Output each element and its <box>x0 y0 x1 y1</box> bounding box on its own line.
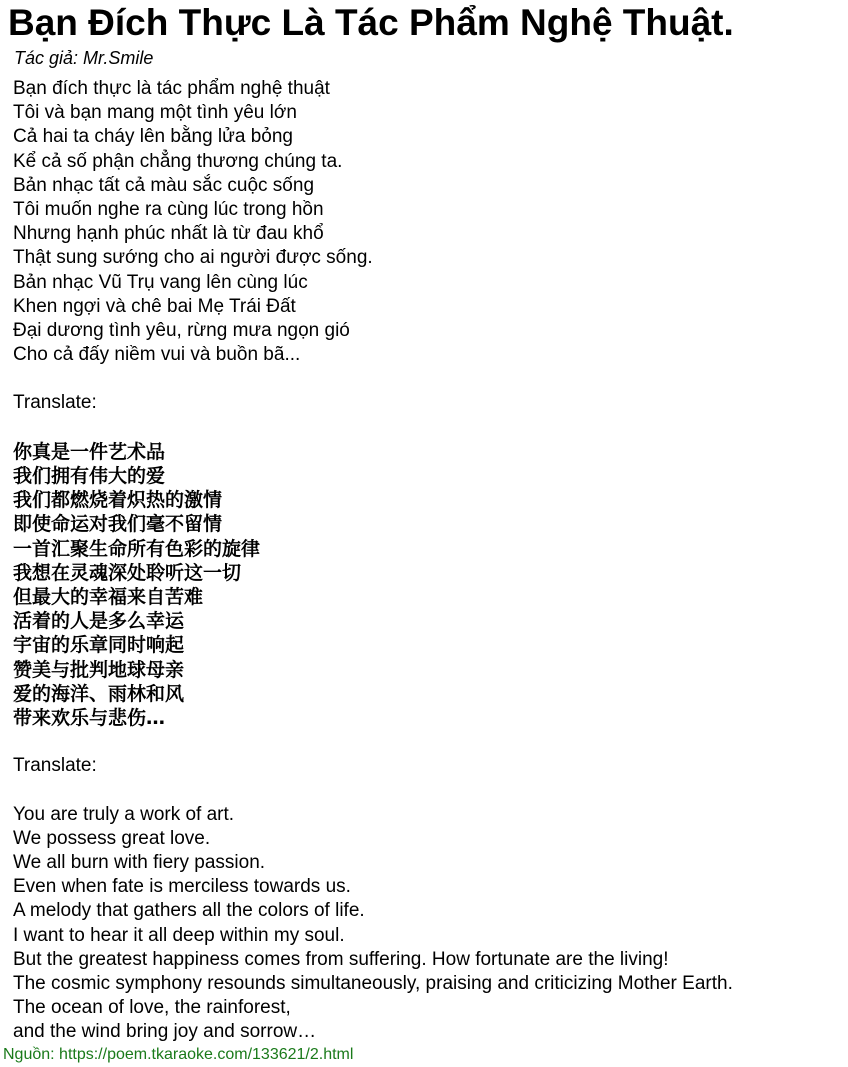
poem-line: Even when fate is merciless towards us. <box>13 876 351 898</box>
poem-line: and the wind bring joy and sorrow… <box>13 1021 317 1043</box>
poem-line: 赞美与批判地球母亲 <box>13 658 185 681</box>
poem-line: 带来欢乐与悲伤… <box>13 706 166 729</box>
poem-line: I want to hear it all deep within my soul. <box>13 924 345 946</box>
poem-line: 我想在灵魂深处聆听这一切 <box>13 561 242 584</box>
poem-title: Bạn Đích Thực Là Tác Phẩm Nghệ Thuật. <box>8 2 734 43</box>
vietnamese-stanza <box>13 77 843 367</box>
poem-line: You are truly a work of art. <box>13 803 235 825</box>
poem-line: Khen ngợi và chê bai Mẹ Trái Đất <box>13 295 296 317</box>
poem-line: Đại dương tình yêu, rừng mưa ngọn gió <box>13 319 350 341</box>
poem-line: The cosmic symphony resounds simultaneously, praising and criticizing Mother Earth. <box>13 972 733 994</box>
poem-line: 但最大的幸福来自苦难 <box>13 585 204 608</box>
poem-line: 宇宙的乐章同时响起 <box>13 634 185 657</box>
poem-line: 即使命运对我们毫不留情 <box>13 513 223 536</box>
stanza-break <box>13 367 843 391</box>
stanza-break <box>13 778 843 802</box>
author-credit: Tác giả: Mr.Smile <box>14 48 154 68</box>
poem-line: Thật sung sướng cho ai người được sống. <box>13 247 373 269</box>
poem-line: Cả hai ta cháy lên bằng lửa bỏng <box>13 126 293 148</box>
poem-line: Kể cả số phận chẳng thương chúng ta. <box>13 150 343 172</box>
poem-line: 你真是一件艺术品 <box>13 440 166 463</box>
poem-line: 爱的海洋、雨林和风 <box>13 682 185 705</box>
poem-body <box>13 77 843 1045</box>
stanza-break <box>13 416 843 440</box>
poem-line: 活着的人是多么幸运 <box>13 610 185 633</box>
translate-label: Translate: <box>13 392 97 414</box>
poem-line: Tôi muốn nghe ra cùng lúc trong hồn <box>13 198 324 220</box>
poem-line: Bạn đích thực là tác phẩm nghệ thuật <box>13 78 330 99</box>
poem-line: We all burn with fiery passion. <box>13 852 266 873</box>
poem-line: The ocean of love, the rainforest, <box>13 997 291 1019</box>
stanza-break <box>13 730 843 754</box>
english-stanza <box>13 803 843 1045</box>
poem-line: A melody that gathers all the colors of life. <box>13 900 365 922</box>
poem-line: 一首汇聚生命所有色彩的旋律 <box>13 537 261 560</box>
translate-label: Translate: <box>13 755 97 777</box>
poem-line: But the greatest happiness comes from suffering. How fortunate are the living! <box>13 948 669 970</box>
poem-line: Tôi và bạn mang một tình yêu lớn <box>13 102 297 124</box>
poem-line: 我们拥有伟大的爱 <box>13 465 166 487</box>
poem-line: Bản nhạc Vũ Trụ vang lên cùng lúc <box>13 271 308 293</box>
poem-line: 我们都燃烧着炽热的激情 <box>13 489 223 512</box>
source-link[interactable]: Nguồn: https://poem.tkaraoke.com/133621/2.html <box>3 1046 354 1063</box>
poem-line: Bản nhạc tất cả màu sắc cuộc sống <box>13 174 315 196</box>
poem-line: Cho cả đấy niềm vui và buồn bã... <box>13 344 301 366</box>
poem-line: Nhưng hạnh phúc nhất là từ đau khổ <box>13 223 324 245</box>
chinese-stanza <box>13 440 843 730</box>
poem-line: We possess great love. <box>13 827 211 849</box>
